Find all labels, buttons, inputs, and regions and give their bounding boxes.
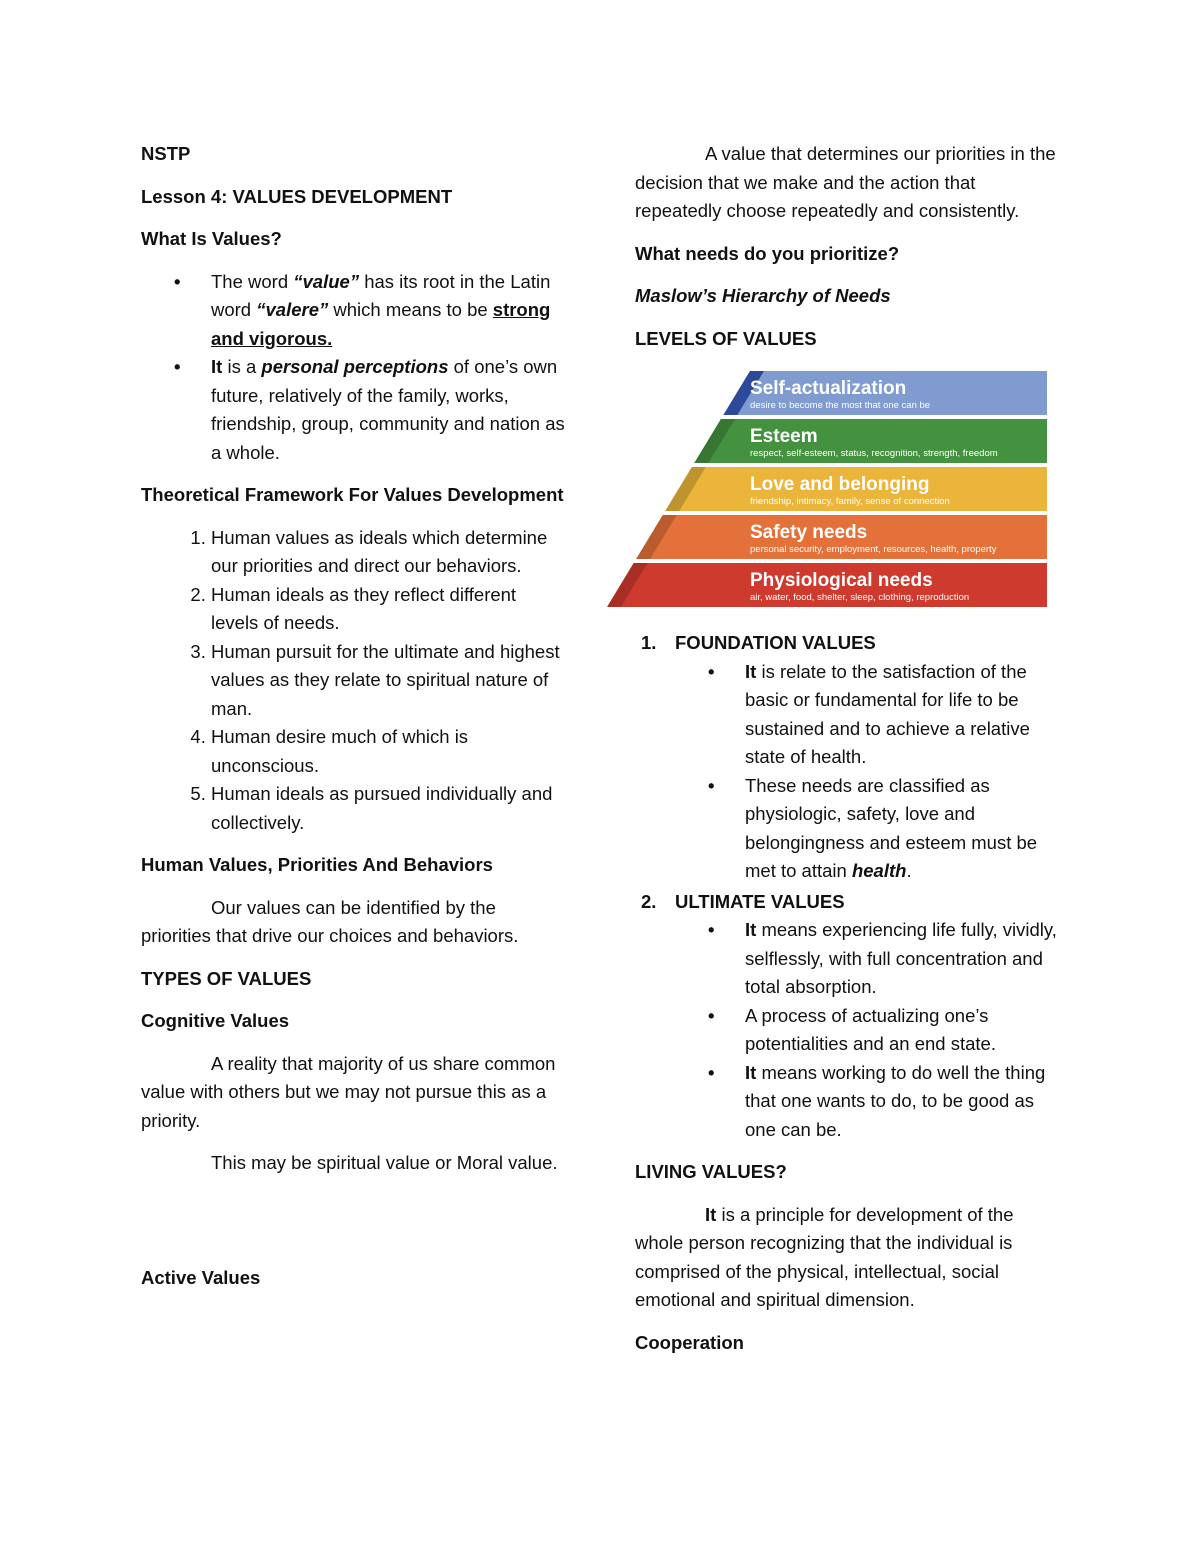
list-item: 2. ULTIMATE VALUES • It means experiencing life fully, vividly, selflessly, with full concentration and total absorption. • A process of actualizing one’s potentialities and an end state. • It means working to do well the thing that one wants to do, to be good as one can be. (675, 888, 1065, 1145)
pyramid-level-desc: air, water, food, shelter, sleep, clothing, reproduction (750, 592, 970, 603)
living-values-title: LIVING VALUES? (635, 1161, 787, 1182)
list-item: • It means experiencing life fully, vividly, selflessly, with full concentration and total absorption. (745, 916, 1065, 1002)
section-cognitive: Cognitive Values (141, 1010, 290, 1031)
ultimate-list (675, 916, 1065, 1144)
levels-list (635, 629, 1065, 1144)
paragraph: This may be spiritual value or Moral value. (211, 1152, 558, 1173)
section-active: Active Values (141, 1266, 261, 1288)
needs-question: What needs do you prioritize? (635, 242, 900, 264)
list-item: 1. Human values as ideals which determine our priorities and direct our behaviors. (211, 524, 566, 581)
ultimate-title: ULTIMATE VALUES (675, 890, 845, 912)
paragraph: A value that determines our priorities in the decision that we make and the action that repeatedly choose repeatedly and consistently. (635, 143, 1056, 221)
maslow-title: Maslow’s Hierarchy of Needs (635, 285, 891, 306)
list-item: • It means working to do well the thing that one wants to do, to be good as one can be. (745, 1059, 1065, 1145)
levels-title: LEVELS OF VALUES (635, 327, 817, 349)
values-definition-list (141, 268, 566, 468)
paragraph: A reality that majority of us share common value with others but we may not pursue this as a priority. (141, 1052, 556, 1131)
paragraph: It is a principle for development of the whole person recognizing that the individual is comprised of the physical, intellectual, social emotional and spiritual dimension. (635, 1203, 1014, 1310)
list-item: • A process of actualizing one’s potentialities and an end state. (745, 1002, 1065, 1059)
section-framework: Theoretical Framework For Values Development (141, 484, 564, 505)
pyramid-level-name: Safety needs (750, 522, 868, 543)
list-item: • The word “value” has its root in the Latin word “valere” which means to be strong and vigorous. (211, 268, 566, 354)
section-what-is-values: What Is Values? (141, 228, 282, 249)
left-column (141, 140, 566, 1306)
foundation-list (675, 658, 1065, 886)
list-item: 4. Human desire much of which is unconscious. (211, 723, 566, 780)
maslow-pyramid (607, 367, 1049, 611)
list-item: • It is a personal perceptions of one’s own future, relatively of the family, works, friendship, group, community and nation as a whole. (211, 353, 566, 467)
pyramid-level-desc: desire to become the most that one can be (750, 400, 931, 411)
pyramid-level-name: Esteem (750, 426, 818, 447)
section-human-values: Human Values, Priorities And Behaviors (141, 854, 493, 875)
foundation-title: FOUNDATION VALUES (675, 632, 876, 653)
list-item: 5. Human ideals as pursued individually and collectively. (211, 780, 566, 837)
pyramid-level-name: Self-actualization (750, 378, 907, 399)
list-item: 3. Human pursuit for the ultimate and highest values as they relate to spiritual nature of man. (211, 638, 566, 724)
section-types: TYPES OF VALUES (141, 967, 312, 989)
pyramid-level-desc: respect, self-esteem, status, recognition, strength, freedom (750, 448, 998, 459)
framework-list (141, 524, 566, 838)
pyramid-level-desc: personal security, employment, resources, health, property (750, 544, 997, 555)
pyramid-level-desc: friendship, intimacy, family, sense of connection (750, 496, 950, 507)
pyramid-graphic (607, 367, 1049, 611)
course-title: NSTP (141, 143, 191, 164)
list-item: 1. FOUNDATION VALUES • It is relate to the satisfaction of the basic or fundamental for life to be sustained and to achieve a relative state of health. • These needs are classified as physiologic, safety, love and belongingness and esteem must be met to attain health. (675, 629, 1065, 886)
right-column (635, 140, 1065, 1371)
paragraph: Our values can be identified by the priorities that drive our choices and behaviors. (141, 896, 519, 946)
pyramid-level-name: Love and belonging (750, 474, 930, 495)
pyramid-level-name: Physiological needs (750, 570, 933, 591)
list-item: • It is relate to the satisfaction of the basic or fundamental for life to be sustained and to achieve a relative state of health. (745, 658, 1065, 772)
lesson-title: Lesson 4: VALUES DEVELOPMENT (141, 185, 453, 207)
list-item: • These needs are classified as physiologic, safety, love and belongingness and esteem must be met to attain health. (745, 772, 1065, 886)
list-item: 2. Human ideals as they reflect different levels of needs. (211, 581, 566, 638)
cooperation-title: Cooperation (635, 1331, 744, 1353)
